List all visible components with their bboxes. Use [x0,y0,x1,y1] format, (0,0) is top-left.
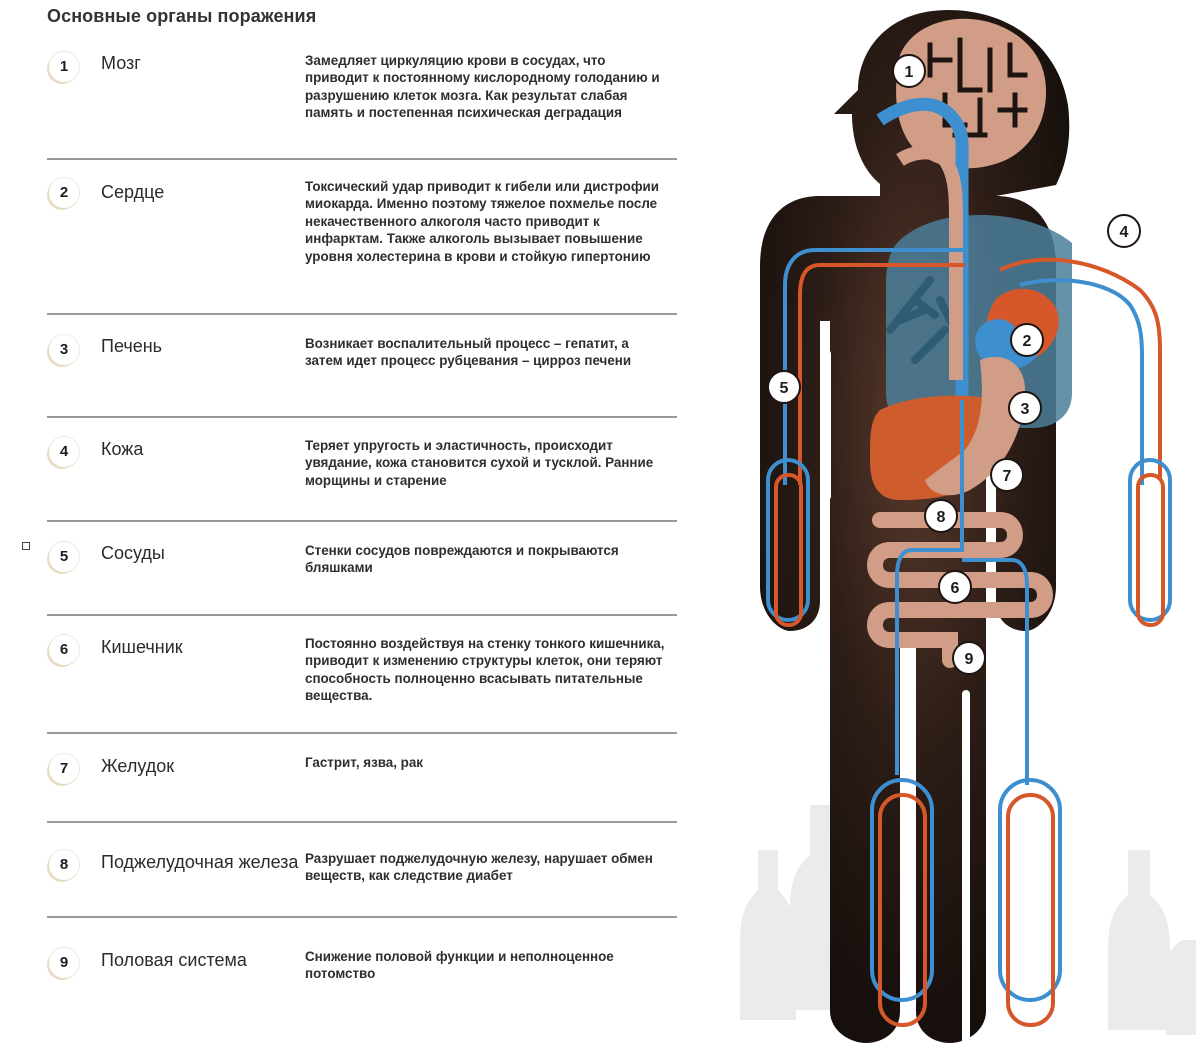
divider [47,158,677,160]
item-name: Печень [101,336,163,356]
item-description: Токсический удар приводит к гибели или дистрофии миокарда. Именно поэтому тяжелое похмелье после некачественного алкоголя часто приводит к инфарктам. Также алкоголь вызывает повышение уровня холестерина в крови и стойкую гипертонию [305,179,660,264]
item-name: Кишечник [101,637,183,657]
page-title: Основные органы поражения [47,6,317,26]
item-description: Постоянно воздействуя на стенку тонкого кишечника, приводит к изменению структуры клеток, они теряют способность полноценно всасывать питательные вещества. [305,636,665,704]
item-number: 2 [49,178,79,208]
item-description: Снижение половой функции и неполноценное потомство [305,949,614,982]
item-number: 3 [49,335,79,365]
svg-text:3: 3 [1020,401,1030,418]
item-name: Мозг [101,53,141,73]
body-diagram [690,0,1200,1054]
badge-3 [1009,392,1041,424]
item-name: Сосуды [101,543,165,563]
arm-gap-right [1098,350,1105,500]
arm-gap-left [824,350,831,500]
svg-text:7: 7 [1002,468,1012,485]
leg-gap [962,690,970,1054]
divider [47,732,677,734]
svg-text:2: 2 [1022,333,1032,350]
svg-text:1: 1 [904,64,914,81]
item-description: Разрушает поджелудочную железу, нарушает обмен веществ, как следствие диабет [305,851,653,884]
divider [47,416,677,418]
svg-text:4: 4 [1119,224,1129,241]
selection-marker [22,542,30,550]
divider [47,821,677,823]
item-name: Половая система [101,950,247,970]
divider [47,614,677,616]
badge-8 [925,500,957,532]
item-description: Замедляет циркуляцию крови в сосудах, что приводит к постоянному кислородному голоданию и разрушению клеток мозга. Как результат слабая память и постепенная психическая деградация [305,53,660,121]
item-number: 5 [49,542,79,572]
item-description: Гастрит, язва, рак [305,755,424,770]
divider [47,313,677,315]
svg-text:8: 8 [936,509,946,526]
item-name: Желудок [101,756,175,776]
badge-9 [953,642,985,674]
badge-1 [893,55,925,87]
svg-text:6: 6 [950,580,960,597]
item-description: Стенки сосудов повреждаются и покрываются бляшками [305,543,619,576]
item-name: Сердце [101,182,165,202]
item-name: Поджелудочная железа [101,852,299,872]
svg-text:5: 5 [779,380,789,397]
badge-7 [991,459,1023,491]
divider [47,916,677,918]
svg-text:9: 9 [964,651,974,668]
item-number: 4 [49,437,79,467]
item-number: 6 [49,635,79,665]
item-description: Возникает воспалительный процесс – гепатит, а затем идет процесс рубцевания – цирроз печени [305,336,632,369]
item-number: 9 [49,948,79,978]
divider [47,520,677,522]
item-number: 1 [49,52,79,82]
badge-6 [939,571,971,603]
item-name: Кожа [101,439,144,459]
badge-5 [768,371,800,403]
item-number: 7 [49,754,79,784]
item-number: 8 [49,850,79,880]
badge-2 [1011,324,1043,356]
badge-4 [1108,215,1140,247]
item-description: Теряет упругость и эластичность, происходит увядание, кожа становится сухой и тусклой. Ранние морщины и старение [305,438,654,488]
